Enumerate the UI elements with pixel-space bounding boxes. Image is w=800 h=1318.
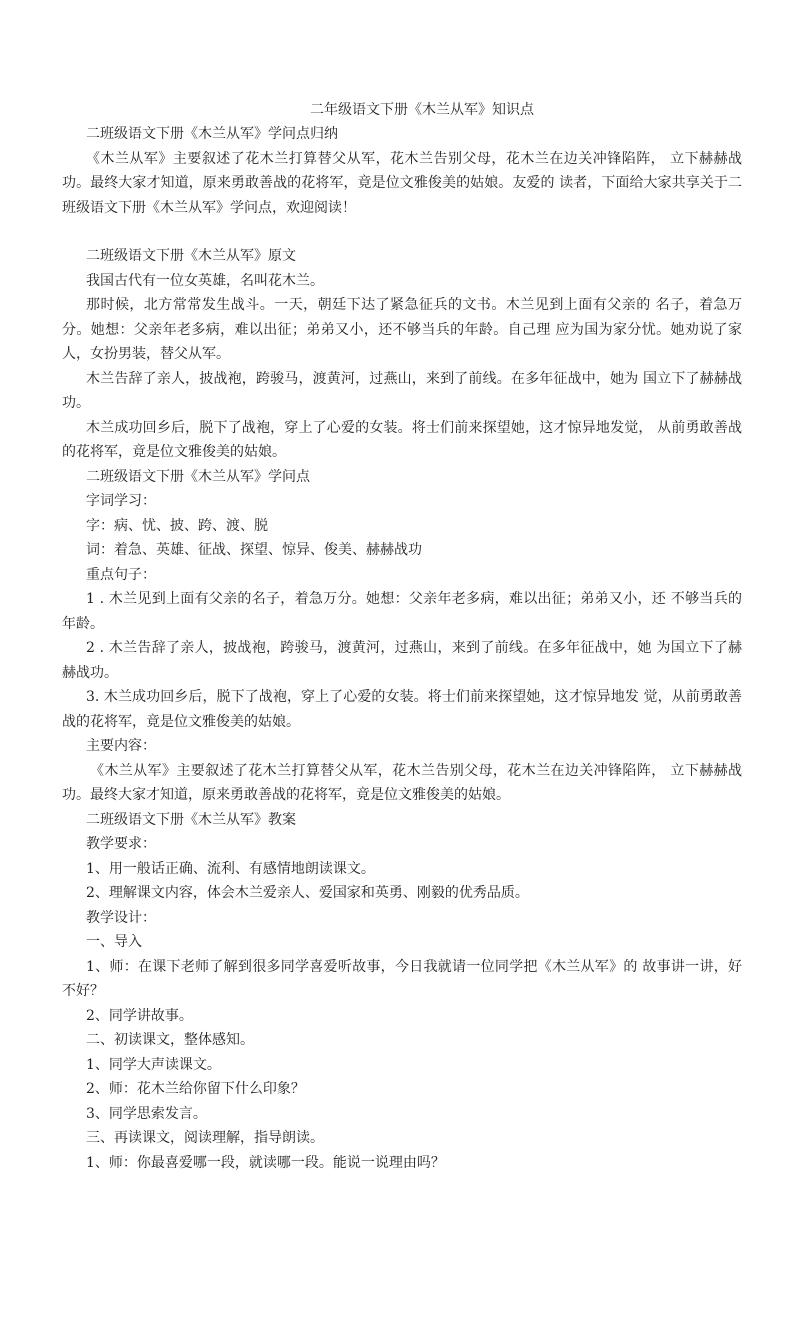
text-line: 我国古代有一位女英雄，名叫花木兰。 — [86, 272, 324, 289]
paragraph: 《木兰从军》主要叙述了花木兰打算替父从军，花木兰告别父母，花木兰在边关冲锋陷阵， 立下赫赫战功。最终大家才知道，原来勇敢善战的花将军，竟是位文雅俊美的姑娘。友爱的 读者，下面给大家共享关于二班级语文下册《木兰从军》学问点，欢迎阅读！ — [62, 150, 742, 216]
paragraph: 《木兰从军》主要叙述了花木兰打算替父从军，花木兰告别父母，花木兰在边关冲锋陷阵， 立下赫赫战功。最终大家才知道，原来勇敢善战的花将军，竟是位文雅俊美的姑娘。 — [62, 762, 742, 803]
text-line: 教学设计： — [86, 909, 156, 926]
list-item: 2、师：花木兰给你留下什么印象？ — [86, 1081, 305, 1097]
text-line: 二、初读课文，整体感知。 — [86, 1032, 254, 1048]
list-item: 1、师：在课下老师了解到很多同学喜爱听故事，今日我就请一位同学把《木兰从军》的 故事讲一讲，好不好？ — [62, 958, 742, 999]
blank-line — [62, 220, 742, 244]
list-item: 1、用一般话正确、流利、有感情地朗读课文。 — [86, 860, 375, 877]
section-heading: 二班级语文下册《木兰从军》教案 — [86, 811, 296, 828]
list-item: 2、同学讲故事。 — [86, 1007, 193, 1024]
paragraph: 木兰告辞了亲人，披战袍，跨骏马，渡黄河，过燕山，来到了前线。在多年征战中，她为 国立下了赫赫战功。 — [62, 370, 742, 411]
list-item: 1、师：你最喜爱哪一段，就读哪一段。能说一说理由吗？ — [86, 1154, 445, 1171]
text-line: 重点句子： — [86, 566, 156, 583]
numbered-paragraph: 1 . 木兰见到上面有父亲的名子，着急万分。她想：父亲年老多病，难以出征；弟弟又小，还 不够当兵的年龄。 — [62, 591, 742, 632]
document-page — [62, 98, 742, 1175]
document-title: 二年级语文下册《木兰从军》知识点 — [310, 102, 534, 118]
text-line: 主要内容： — [86, 738, 156, 754]
text-line: 一、导入 — [86, 934, 142, 950]
numbered-paragraph: 2 . 木兰告辞了亲人，披战袍，跨骏马，渡黄河，过燕山，来到了前线。在多年征战中，她 为国立下了赫赫战功。 — [62, 640, 742, 681]
paragraph: 那时候，北方常常发生战斗。一天，朝廷下达了紧急征兵的文书。木兰见到上面有父亲的 名子，着急万分。她想：父亲年老多病，难以出征；弟弟又小，还不够当兵的年龄。自己理 应为国为家分忧。她劝说了家人，女扮男装，替父从军。 — [62, 297, 742, 362]
section-heading: 二班级语文下册《木兰从军》原文 — [86, 248, 296, 264]
list-item: 3、同学思索发言。 — [86, 1105, 207, 1122]
list-item: 2、理解课文内容，体会木兰爱亲人、爱国家和英勇、刚毅的优秀品质。 — [86, 885, 529, 901]
section-heading: 二班级语文下册《木兰从军》学问点 — [86, 468, 310, 485]
text-line: 教学要求： — [86, 836, 156, 852]
text-line: 词：着急、英雄、征战、探望、惊异、俊美、赫赫战功 — [86, 542, 422, 558]
paragraph: 木兰成功回乡后，脱下了战袍，穿上了心爱的女装。将士们前来探望她，这才惊异地发觉， 从前勇敢善战的花将军，竟是位文雅俊美的姑娘。 — [62, 419, 742, 460]
numbered-paragraph: 3. 木兰成功回乡后，脱下了战袍，穿上了心爱的女装。将士们前来探望她，这才惊异地发 觉，从前勇敢善战的花将军，竟是位文雅俊美的姑娘。 — [62, 689, 742, 730]
list-item: 1、同学大声读课文。 — [86, 1056, 221, 1073]
text-line: 字：病、忧、披、跨、渡、脱 — [86, 517, 268, 534]
text-line: 字词学习： — [86, 493, 156, 509]
section-heading: 二班级语文下册《木兰从军》学问点归纳 — [86, 126, 338, 142]
text-line: 三、再读课文，阅读理解，指导朗读。 — [86, 1130, 324, 1146]
